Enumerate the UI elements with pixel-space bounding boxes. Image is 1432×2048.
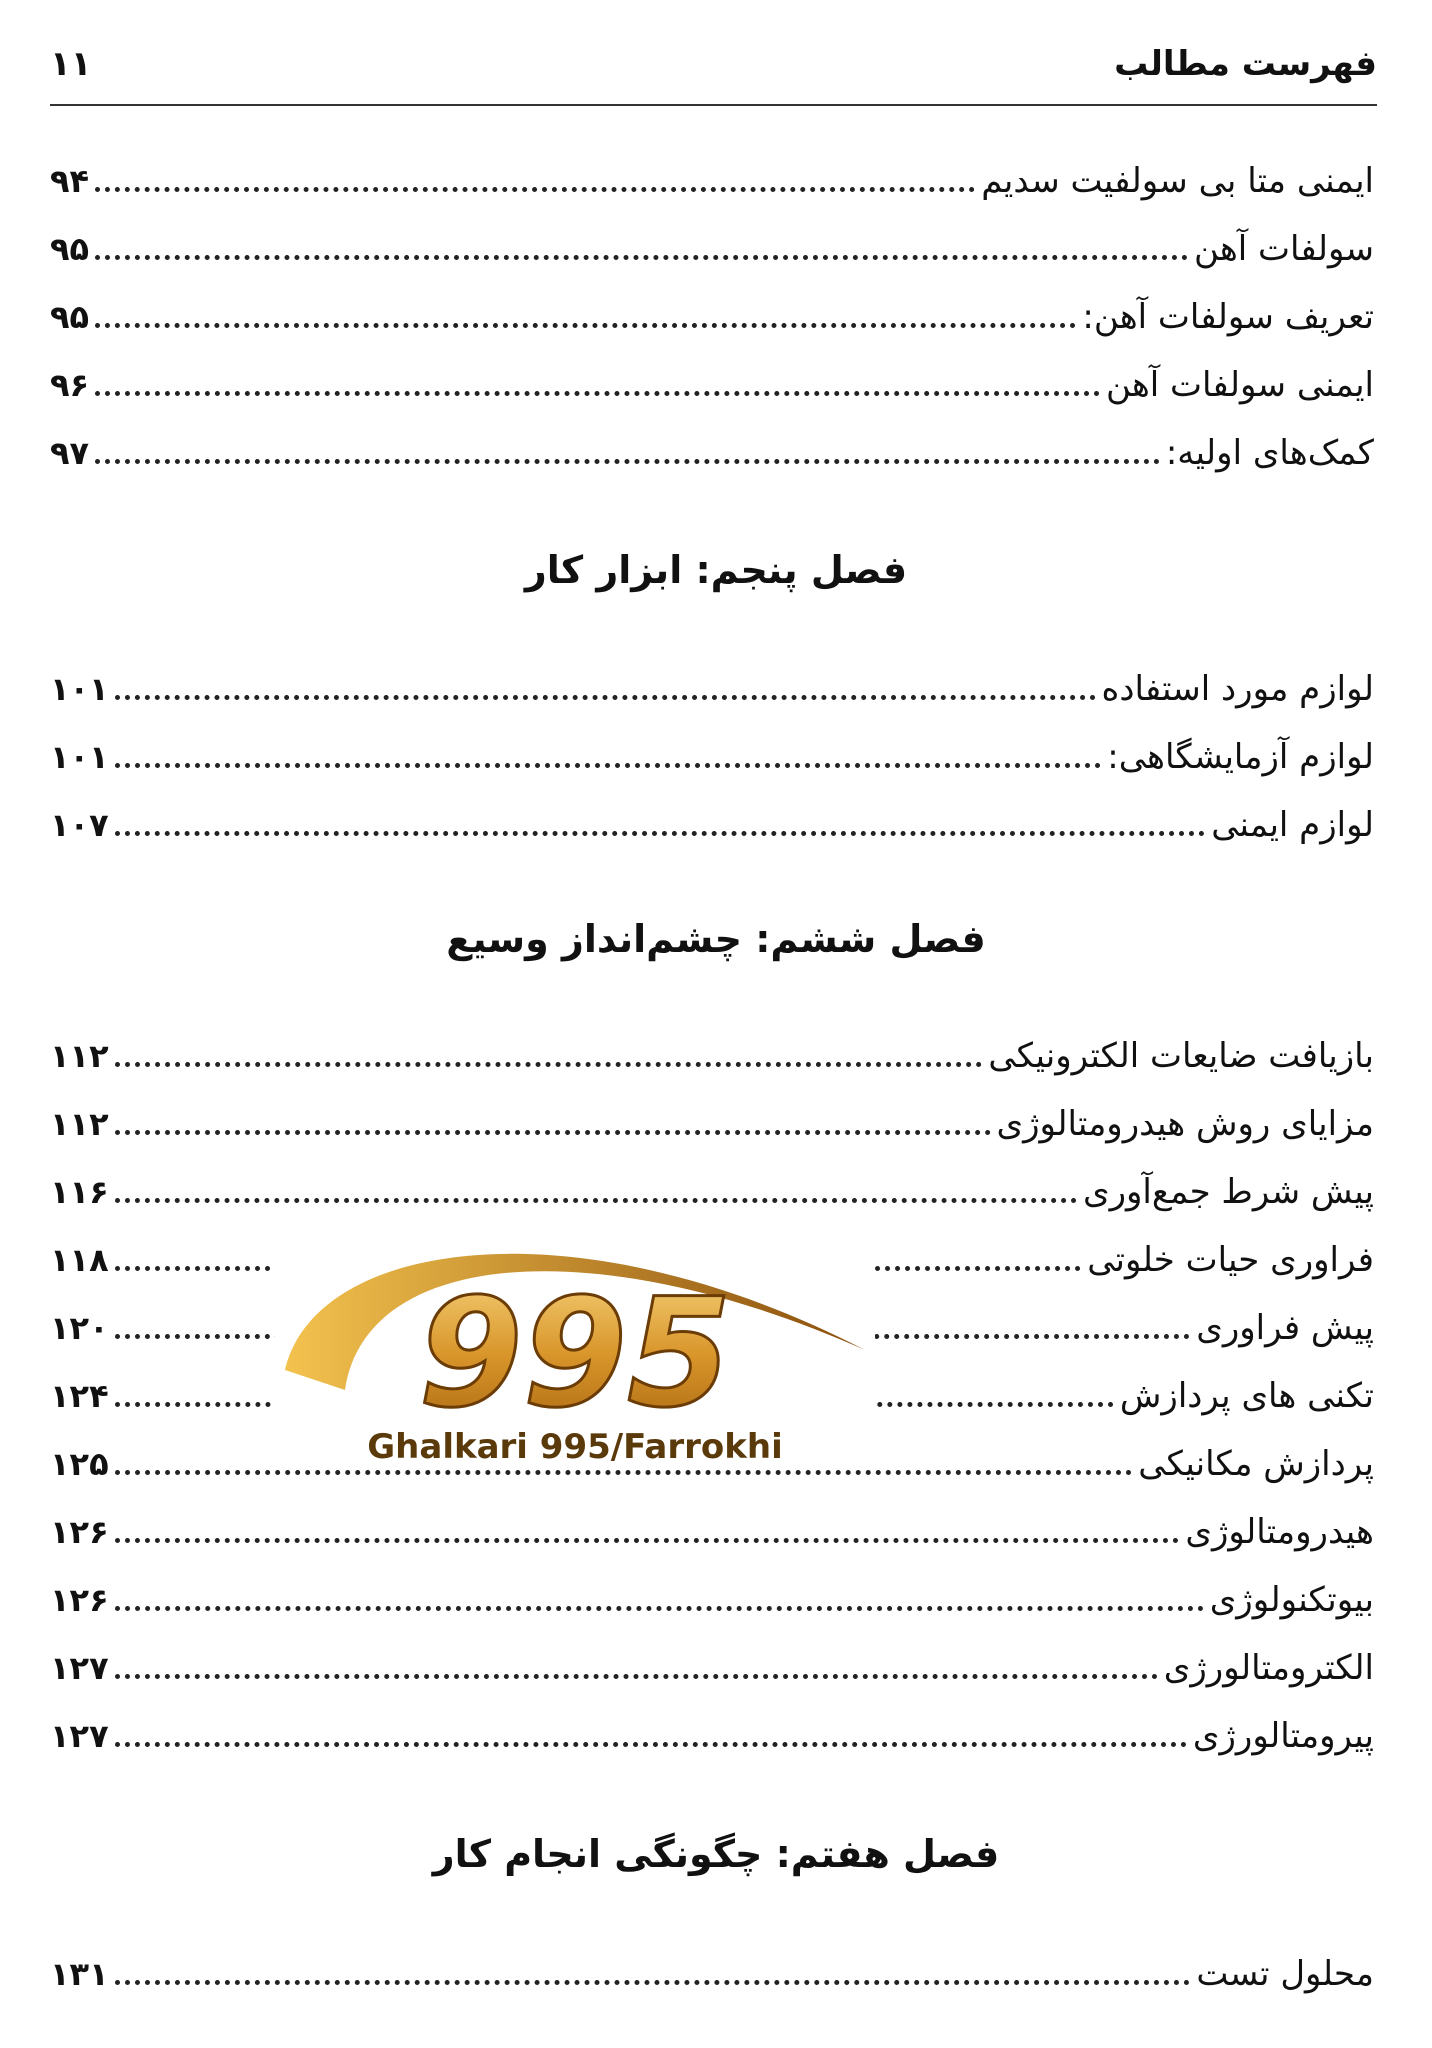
toc-entry-title: کمک‌های اولیه:: [1165, 433, 1374, 473]
toc-entry-page: ۱۰۱: [50, 738, 109, 776]
toc-entry: [50, 1030, 1374, 1082]
toc-entry-title: هیدرومتالوژی: [1185, 1512, 1374, 1552]
toc-entry: [50, 359, 1374, 411]
leader-dots: [115, 1606, 1204, 1611]
toc-entry: [50, 223, 1374, 275]
leader-dots: [115, 831, 1206, 836]
leader-dots: [115, 1470, 1133, 1475]
toc-entry-title: ایمنی متا بی سولفیت سدیم: [981, 161, 1374, 201]
toc-entry: [50, 1642, 1374, 1694]
running-header-page-number: ۱۱: [50, 44, 92, 84]
toc-entry-title: مزایای روش هیدرومتالوژی: [996, 1104, 1374, 1144]
toc-entry-title: پیش شرط جمع‌آوری: [1082, 1172, 1374, 1212]
toc-entry: [50, 427, 1374, 479]
toc-entry-page: ۱۱۲: [50, 1037, 109, 1075]
leader-dots: [115, 1674, 1158, 1679]
toc-entry-page: ۱۰۷: [50, 806, 109, 844]
toc-entry-page: ۱۲۷: [50, 1649, 109, 1687]
leader-dots: [95, 255, 1188, 260]
toc-entry-page: ۹۵: [50, 298, 90, 336]
toc-entry-page: ۱۲۰: [50, 1309, 109, 1347]
toc-entry-title: سولفات آهن: [1193, 229, 1374, 269]
chapter-heading: فصل پنجم: ابزار کار: [524, 548, 908, 592]
toc-entry-page: ۹۴: [50, 162, 90, 200]
toc-entry-title: لوازم مورد استفاده: [1101, 669, 1374, 709]
leader-dots: [115, 1742, 1187, 1747]
toc-entry: [50, 155, 1374, 207]
toc-entry-page: ۱۲۶: [50, 1581, 109, 1619]
toc-entry-page: ۱۲۴: [50, 1377, 109, 1415]
toc-entry: [50, 1948, 1374, 2000]
toc-entry: [50, 1506, 1374, 1558]
toc-entry-title: تکنی های پردازش: [1119, 1376, 1374, 1416]
toc-entry-page: ۱۲۶: [50, 1513, 109, 1551]
watermark-caption: Ghalkari 995/Farrokhi: [367, 1427, 783, 1467]
toc-entry-title: پردازش مکانیکی: [1138, 1444, 1374, 1484]
toc-entry-title: پیش فراوری: [1196, 1308, 1374, 1348]
leader-dots: [115, 1198, 1077, 1203]
toc-entry-page: ۹۷: [50, 434, 90, 472]
chapter-heading: فصل هفتم: چگونگی انجام کار: [432, 1832, 1000, 1876]
toc-entry-title: بیوتکنولوژی: [1209, 1580, 1374, 1620]
toc-entry-page: ۱۱۶: [50, 1173, 109, 1211]
toc-entry-title: پیرومتالورژی: [1192, 1716, 1374, 1756]
toc-entry-page: ۹۵: [50, 230, 90, 268]
toc-entry-page: ۱۰۱: [50, 670, 109, 708]
toc-entry: [50, 1574, 1374, 1626]
leader-dots: [115, 1130, 991, 1135]
leader-dots: [95, 323, 1076, 328]
toc-entry: [50, 1098, 1374, 1150]
toc-entry: [50, 663, 1374, 715]
running-header: [50, 38, 1377, 106]
leader-dots: [95, 391, 1100, 396]
toc-entry-title: بازیافت ضایعات الکترونیکی: [988, 1036, 1374, 1076]
toc-entry-title: تعریف سولفات آهن:: [1082, 297, 1374, 337]
toc-entry: [50, 1166, 1374, 1218]
toc-entry-title: الکترومتالورژی: [1163, 1648, 1374, 1688]
toc-entry: [50, 731, 1374, 783]
leader-dots: [95, 187, 975, 192]
watermark-logo: [275, 1220, 875, 1470]
toc-entry-title: لوازم ایمنی: [1211, 805, 1374, 845]
leader-dots: [115, 1538, 1180, 1543]
chapter-heading: فصل ششم: چشم‌انداز وسیع: [446, 917, 986, 961]
toc-entry-title: ایمنی سولفات آهن: [1105, 365, 1374, 405]
leader-dots: [115, 1980, 1191, 1985]
toc-entry-title: لوازم آزمایشگاهی:: [1107, 737, 1374, 777]
toc-entry: [50, 799, 1374, 851]
leader-dots: [95, 459, 1160, 464]
leader-dots: [115, 695, 1096, 700]
toc-entry-page: ۹۶: [50, 366, 90, 404]
toc-entry: [50, 291, 1374, 343]
running-header-title: فهرست مطالب: [1114, 44, 1377, 84]
watermark-number: 995: [418, 1267, 732, 1441]
leader-dots: [115, 763, 1102, 768]
toc-entry-page: ۱۱۸: [50, 1241, 109, 1279]
toc-entry-title: فراوری حیات خلوتی: [1087, 1240, 1374, 1280]
leader-dots: [115, 1062, 983, 1067]
toc-entry-title: محلول تست: [1196, 1954, 1374, 1994]
toc-entry-page: ۱۲۵: [50, 1445, 109, 1483]
toc-entry-page: ۱۳۱: [50, 1955, 109, 1993]
toc-entry-page: ۱۲۷: [50, 1717, 109, 1755]
toc-entry: [50, 1710, 1374, 1762]
toc-entry-page: ۱۱۲: [50, 1105, 109, 1143]
watermark-graphic: [275, 1220, 875, 1470]
